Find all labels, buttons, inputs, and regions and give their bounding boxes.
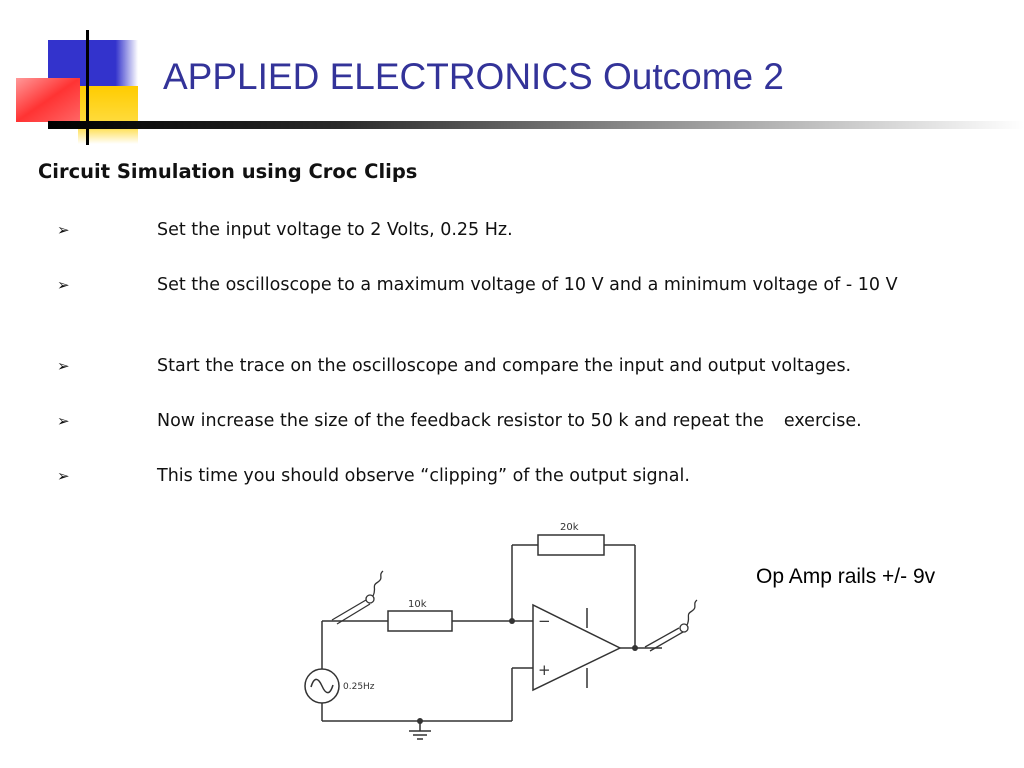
junction-dot [509,618,515,624]
logo-red-square [16,78,80,122]
arrowhead-bullet-icon: ➢ [57,467,70,485]
feedback-resistor-icon [538,535,604,555]
arrowhead-bullet-icon: ➢ [57,412,70,430]
ac-source-icon [305,669,339,703]
bullet-text [157,408,967,434]
arrowhead-bullet-icon: ➢ [57,357,70,375]
junction-dot [632,645,638,651]
ground-icon [409,731,431,739]
bullet-text-part: exercise. [783,411,862,431]
output-probe-icon [645,600,697,651]
junction-dot [417,718,423,724]
bullet-text: Set the oscilloscope to a maximum voltage of 10 V and a minimum voltage of - 10 V [157,275,898,295]
op-amp-rails-note: Op Amp rails +/- 9v [756,565,936,588]
bullet-text: Start the trace on the oscilloscope and compare the input and output voltages. [157,356,852,376]
input-resistor-icon [388,611,452,631]
input-resistor-label: 10k [408,599,427,610]
inverting-input-sign: − [538,612,551,630]
arrowhead-bullet-icon: ➢ [57,276,70,294]
slide-subtitle: Circuit Simulation using Croc Clips [38,160,418,183]
slide-title: APPLIED ELECTRONICS Outcome 2 [163,56,784,97]
bullet-text: Set the input voltage to 2 Volts, 0.25 Hz. [157,220,513,240]
noninverting-input-sign: + [538,661,551,679]
bullet-text-part: Now increase the size of the feedback resistor to 50 k and repeat the [157,411,764,431]
feedback-resistor-label: 20k [560,522,579,533]
circuit-diagram [300,510,710,750]
input-probe-icon [332,571,383,624]
bullet-text: This time you should observe “clipping” of the output signal. [157,466,690,486]
title-underline [48,121,1024,129]
arrowhead-bullet-icon: ➢ [57,221,70,239]
source-frequency-label: 0.25Hz [343,682,375,692]
